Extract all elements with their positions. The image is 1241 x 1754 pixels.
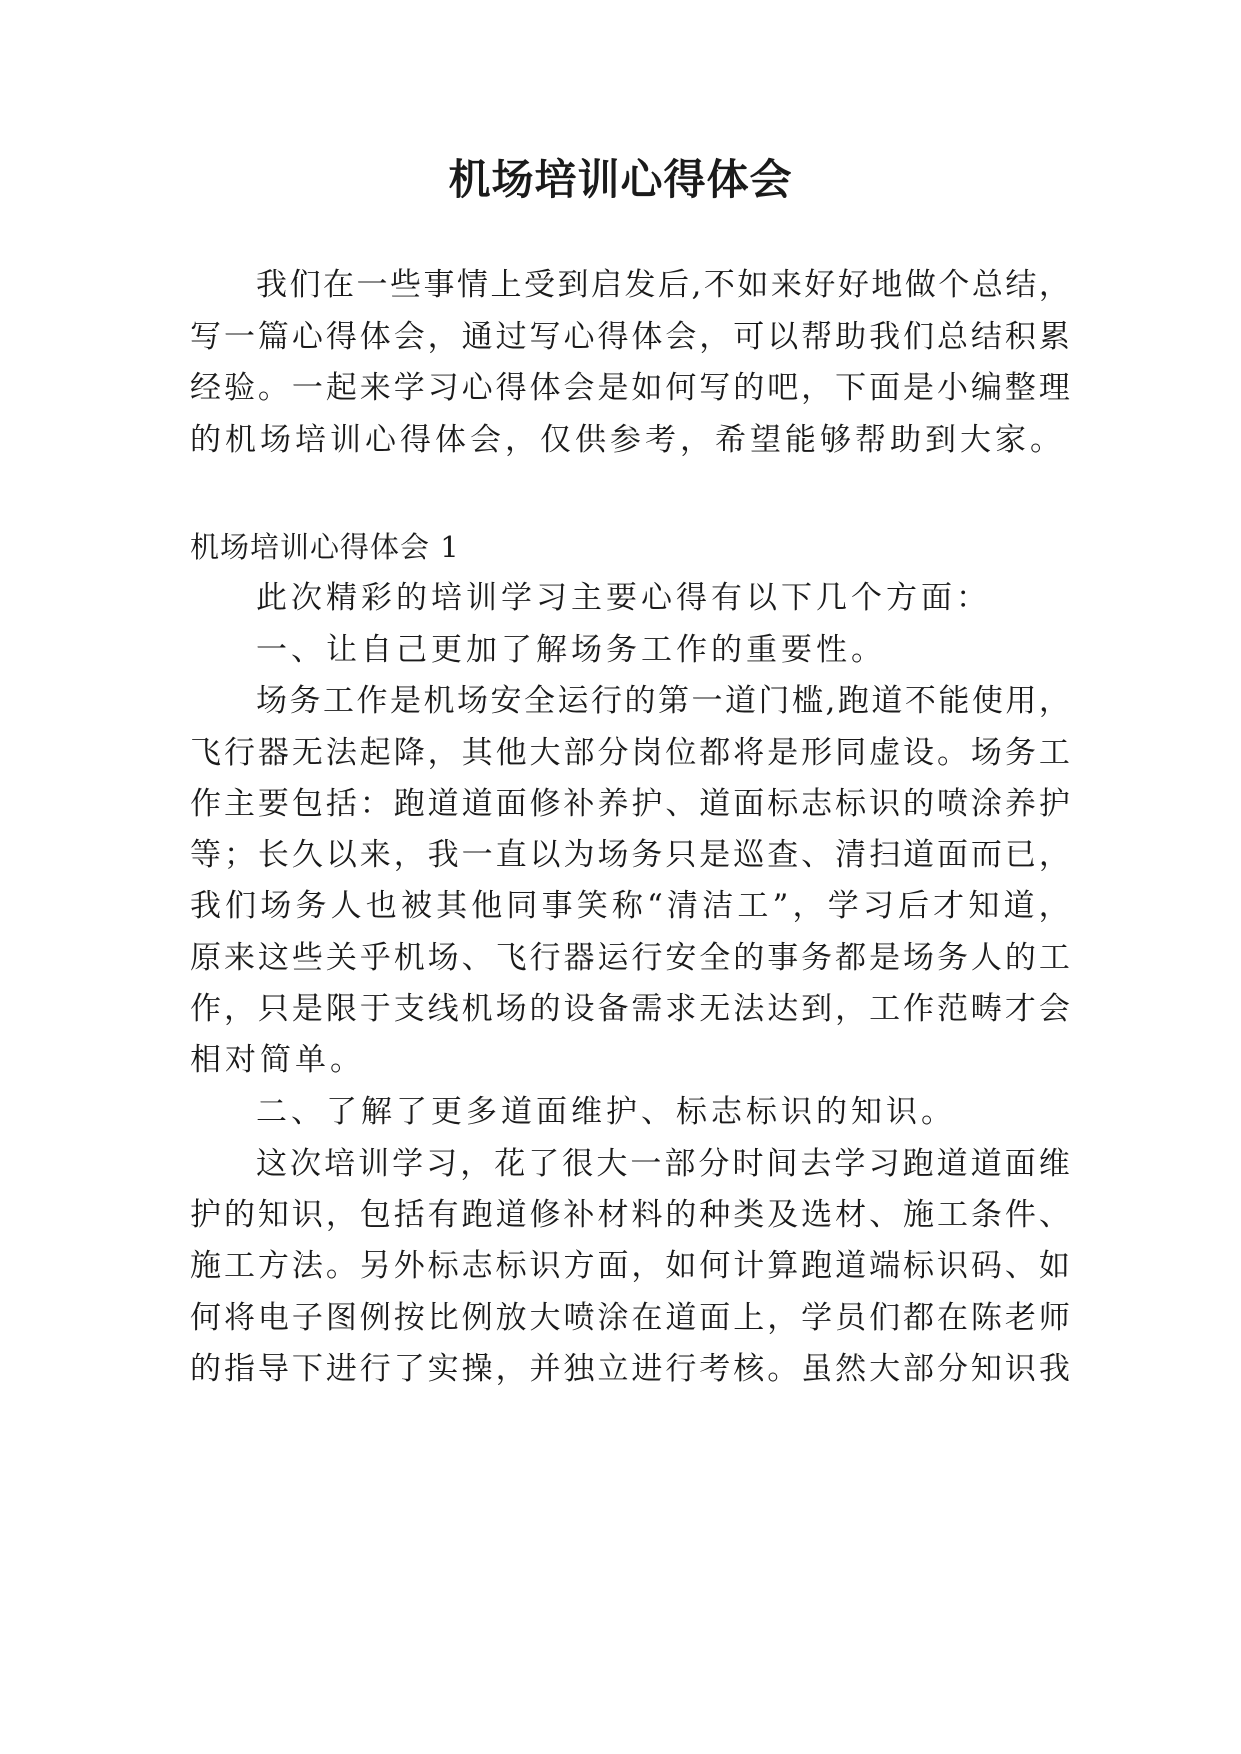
text-line: 我 们 在 一 些 事 情 上 受 到 启 发 后 , 不 如 来 好 好 地 做 个 总 结 ， bbox=[256, 267, 1070, 303]
text-line: 何 将 电 子 图 例 按 比 例 放 大 喷 涂 在 道 面 上 ， 学 员 们 都 在 陈 老 师 bbox=[190, 1300, 1070, 1336]
text-line: 飞 行 器 无 法 起 降 ， 其 他 大 部 分 岗 位 都 将 是 形 同 虚 设 。 场 务 工 bbox=[190, 735, 1070, 771]
text-line: 场 务 工 作 是 机 场 安 全 运 行 的 第 一 道 门 槛 , 跑 道 不 能 使 用 ， bbox=[256, 683, 1070, 719]
document-title: 机场培训心得体会 bbox=[448, 155, 793, 204]
text-line: 此次精彩的培训学习主要心得有以下几个方面： bbox=[256, 580, 991, 616]
text-line: 二、了解了更多道面维护、标志标识的知识。 bbox=[256, 1094, 956, 1130]
text-line: 的机场培训心得体会，仅供参考，希望能够帮助到大家。 bbox=[190, 422, 1065, 458]
text-line: 等 ； 长 久 以 来 ， 我 一 直 以 为 场 务 只 是 巡 查 、 清 扫 道 面 而 已 ， bbox=[190, 837, 1070, 873]
text-line: 经 验 。 一 起 来 学 习 心 得 体 会 是 如 何 写 的 吧 ， 下 面 是 小 编 整 理 bbox=[190, 370, 1070, 406]
text-line: 施 工 方 法 。 另 外 标 志 标 识 方 面 ， 如 何 计 算 跑 道 端 标 识 码 、 如 bbox=[190, 1248, 1070, 1284]
text-line: 作 主 要 包 括 ： 跑 道 道 面 修 补 养 护 、 道 面 标 志 标 识 的 喷 涂 养 护 bbox=[190, 786, 1070, 822]
text-line: 作 ， 只 是 限 于 支 线 机 场 的 设 备 需 求 无 法 达 到 ， 工 作 范 畴 才 会 bbox=[190, 991, 1070, 1027]
section-heading: 机场培训心得体会 1 bbox=[190, 530, 460, 564]
text-line: 相对简单。 bbox=[190, 1042, 365, 1078]
text-line: 一、让自己更加了解场务工作的重要性。 bbox=[256, 632, 886, 668]
text-line: 写 一 篇 心 得 体 会 ， 通 过 写 心 得 体 会 ， 可 以 帮 助 我 们 总 结 积 累 bbox=[190, 319, 1070, 355]
text-line: 我 们 场 务 人 也 被 其 他 同 事 笑 称 “ 清 洁 工 ” ， 学 习 后 才 知 道 ， bbox=[190, 888, 1070, 924]
text-line: 这 次 培 训 学 习 ， 花 了 很 大 一 部 分 时 间 去 学 习 跑 道 道 面 维 bbox=[256, 1146, 1070, 1182]
text-line: 的 指 导 下 进 行 了 实 操 ， 并 独 立 进 行 考 核 。 虽 然 大 部 分 知 识 我 bbox=[190, 1351, 1070, 1387]
text-line: 原 来 这 些 关 乎 机 场 、 飞 行 器 运 行 安 全 的 事 务 都 是 场 务 人 的 工 bbox=[190, 940, 1070, 976]
text-line: 护 的 知 识 ， 包 括 有 跑 道 修 补 材 料 的 种 类 及 选 材 、 施 工 条 件 、 bbox=[190, 1197, 1070, 1233]
